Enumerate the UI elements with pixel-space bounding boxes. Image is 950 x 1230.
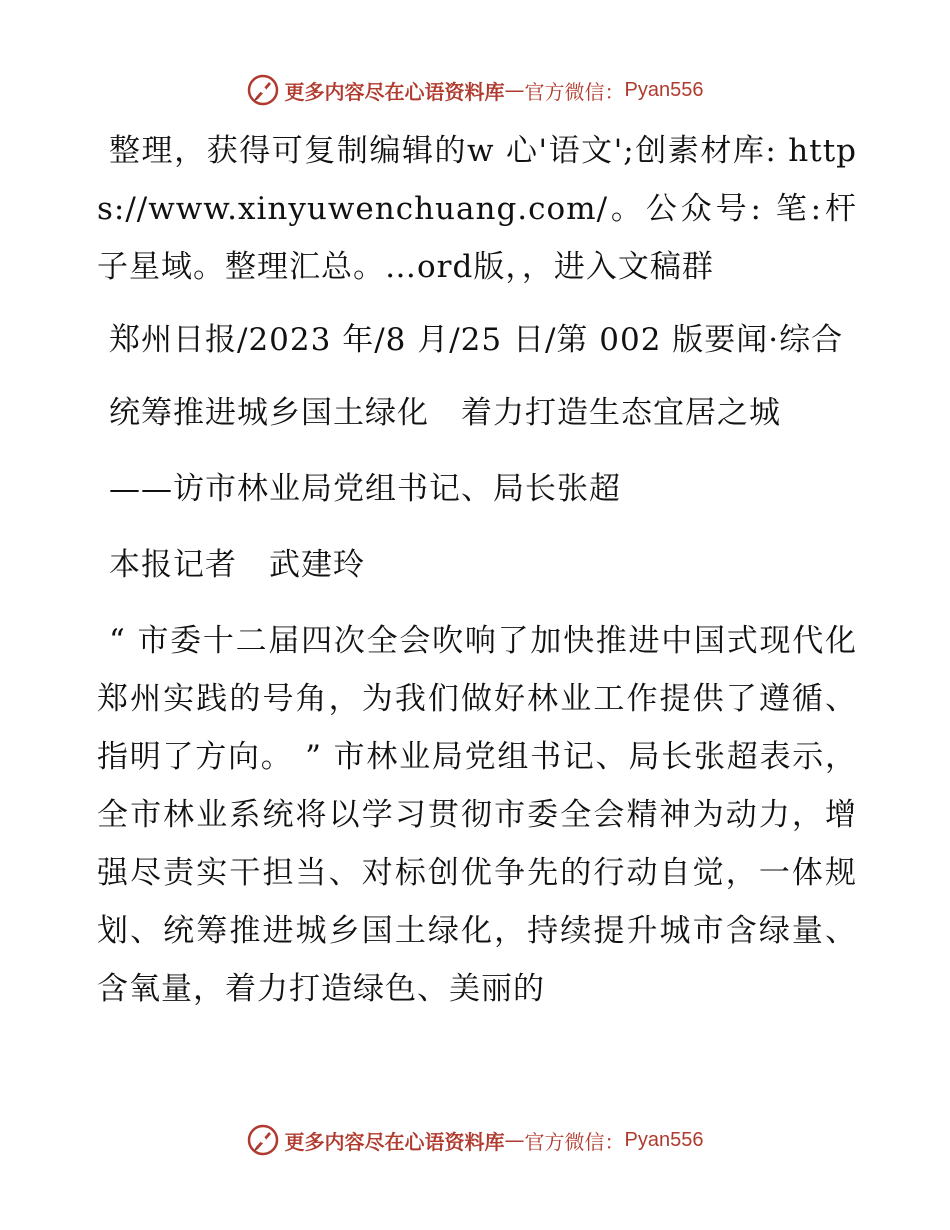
- banner-text: 更多内容尽在心语资料库: [284, 79, 505, 104]
- banner-wechat-id: Pyan556: [624, 1128, 704, 1151]
- quill-logo-icon: [247, 74, 279, 106]
- banner-text: 更多内容尽在心语资料库: [284, 1129, 505, 1154]
- banner-separator: —: [504, 1128, 525, 1152]
- quill-logo-icon: [247, 1124, 279, 1156]
- banner-wechat-id: Pyan556: [624, 78, 704, 101]
- article-body-paragraph: “ 市委十二届四次全会吹响了加快推进中国式现代化郑州实践的号角，为我们做好林业工作提供了遵循、指明了方向。 ” 市林业局党组书记、局长张超表示，全市林业系统将以学习贯彻市委全会精神为动力，增强尽责实干担当、对标创优争先的行动自觉，一体规划、统筹推进城乡国土绿化，持续提升城市含绿量、含氧量，着力打造绿色、美丽的: [97, 623, 857, 1007]
- article-title: 统筹推进城乡国土绿化 着力打造生态宜居之城: [109, 395, 781, 431]
- article-subtitle: ——访市林业局党组书记、局长张超: [109, 471, 621, 507]
- article-byline: 本报记者 武建玲: [109, 547, 365, 583]
- banner-wechat-label: 官方微信：: [524, 79, 625, 104]
- footer-banner: [0, 1120, 950, 1160]
- banner-wechat-label: 官方微信：: [524, 1129, 625, 1154]
- source-line: 郑州日报/2023 年/8 月/25 日/第 002 版要闻·综合: [109, 322, 844, 358]
- intro-paragraph: 整理，获得可复制编辑的w 心'语文';创素材库: https://www.xinyuwenchuang.com/。公众号: 笔:杆子星域。整理汇总。…ord版，，进入文稿群: [97, 133, 857, 285]
- header-banner: [0, 70, 950, 110]
- document-body: [97, 122, 857, 1033]
- banner-separator: —: [504, 78, 525, 102]
